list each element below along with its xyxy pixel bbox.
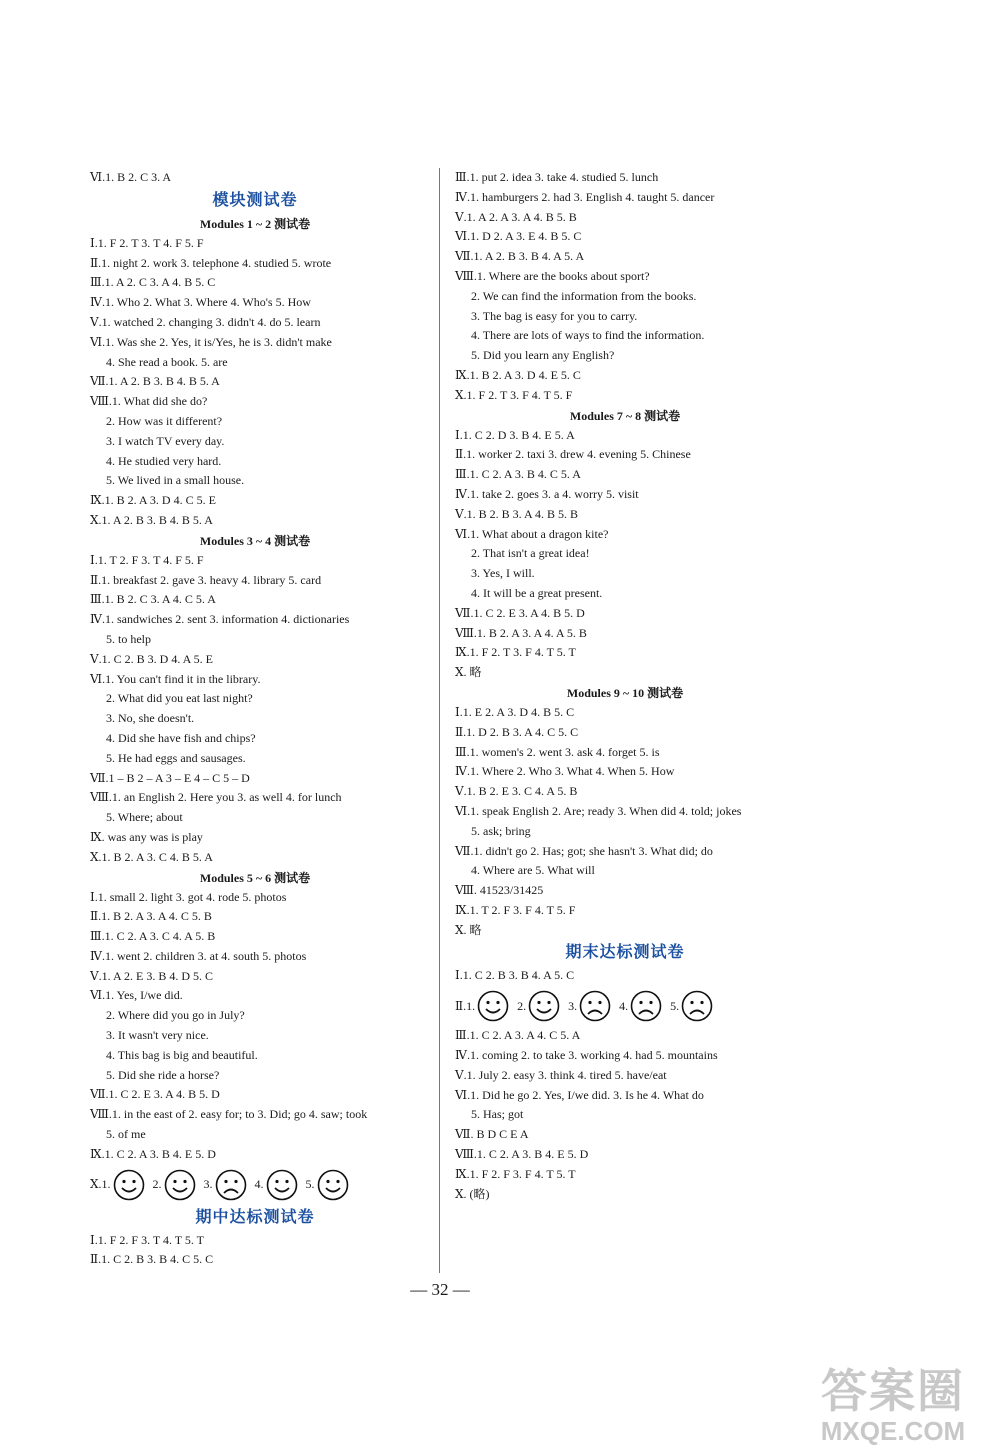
page-number: — 32 — <box>410 1280 470 1299</box>
subsection-title: Modules 9 ~ 10 测试卷 <box>566 685 684 700</box>
face-number: 3. <box>568 998 578 1013</box>
answer-line: 5. Did she ride a horse? <box>106 1067 220 1082</box>
watermark-line2: MXQE.COM <box>820 1416 966 1446</box>
answer-line: Ⅲ.1. C 2. A 3. A 4. C 5. A <box>455 1028 581 1043</box>
sad-face-icon <box>681 990 713 1022</box>
answer-line: Ⅲ.1. C 2. A 3. C 4. A 5. B <box>90 929 216 944</box>
face-number: 5. <box>305 1177 315 1192</box>
answer-line: 3. The bag is easy for you to carry. <box>471 308 638 323</box>
answer-line: 4. This bag is big and beautiful. <box>106 1047 258 1062</box>
answer-line: 4. There are lots of ways to find the information. <box>471 328 705 343</box>
answer-line: Ⅳ.1. take 2. goes 3. a 4. worry 5. visit <box>455 486 639 501</box>
answer-line: Ⅳ.1. hamburgers 2. had 3. English 4. taught 5. dancer <box>455 189 715 204</box>
watermark-line1: 答案圈 <box>821 1365 965 1417</box>
section-title: 期末达标测试卷 <box>565 944 685 962</box>
face-answer <box>102 1169 145 1201</box>
answer-line: Ⅱ.1. worker 2. taxi 3. drew 4. evening 5. Chinese <box>455 447 691 462</box>
answer-line: 2. What did you eat last night? <box>106 691 253 706</box>
answer-line: Ⅴ.1. watched 2. changing 3. didn't 4. do 5. learn <box>90 314 321 329</box>
answer-line: Ⅰ.1. F 2. F 3. T 4. T 5. T <box>90 1232 204 1247</box>
sad-face-icon <box>630 990 662 1022</box>
face-answer <box>153 1169 196 1201</box>
answer-line: 2. That isn't a great idea! <box>471 546 590 561</box>
answer-line: Ⅵ.1. Was she 2. Yes, it is/Yes, he is 3. didn't make <box>90 334 332 349</box>
answer-line: Ⅹ. 略 <box>455 665 482 680</box>
answer-line: Ⅱ.1. C 2. B 3. B 4. C 5. C <box>90 1252 214 1267</box>
face-number: 2. <box>517 998 527 1013</box>
answer-line: 5. ask; bring <box>471 823 531 838</box>
answer-line: Ⅶ.1. C 2. E 3. A 4. B 5. D <box>90 1087 220 1102</box>
answer-line: 4. He studied very hard. <box>106 453 222 468</box>
answer-line: Ⅰ.1. C 2. B 3. B 4. A 5. C <box>455 968 575 983</box>
face-answer <box>670 990 713 1022</box>
answer-line: Ⅴ.1. July 2. easy 3. think 4. tired 5. have/eat <box>455 1067 667 1082</box>
answer-line: Ⅵ.1. You can't find it in the library. <box>90 671 261 686</box>
face-number: 1. <box>101 1177 111 1192</box>
answer-line: Ⅰ.1. F 2. T 3. T 4. F 5. F <box>90 235 204 250</box>
answer-line: Ⅸ.1. T 2. F 3. F 4. T 5. F <box>455 902 576 917</box>
answer-line: 5. We lived in a small house. <box>106 473 245 488</box>
answer-line: Ⅰ.1. small 2. light 3. got 4. rode 5. photos <box>90 889 287 904</box>
answer-line: Ⅹ.1. B 2. A 3. C 4. B 5. A <box>90 849 213 864</box>
answer-line: Ⅳ.1. Who 2. What 3. Where 4. Who's 5. How <box>90 295 311 310</box>
answer-line: Ⅶ.1. A 2. B 3. B 4. A 5. A <box>455 249 585 264</box>
answer-line: Ⅹ.1. F 2. T 3. F 4. T 5. F <box>455 387 573 402</box>
answer-line: Ⅹ. (略) <box>455 1186 490 1201</box>
smiley-face-icon <box>164 1169 196 1201</box>
subsection-title: Modules 1 ~ 2 测试卷 <box>199 216 311 231</box>
answer-line: Ⅷ.1. in the east of 2. easy for; to 3. Did; go 4. saw; took <box>90 1107 368 1122</box>
answer-line: Ⅱ.1. D 2. B 3. A 4. C 5. C <box>455 724 579 739</box>
answer-line: Ⅶ.1. A 2. B 3. B 4. B 5. A <box>90 374 220 389</box>
answer-line: 4. Where are 5. What will <box>471 863 595 878</box>
subsection-title: Modules 5 ~ 6 测试卷 <box>199 870 311 885</box>
face-number: 4. <box>254 1177 264 1192</box>
answer-line: Ⅵ.1. speak English 2. Are; ready 3. When did 4. told; jokes <box>455 803 742 818</box>
sad-face-icon <box>579 990 611 1022</box>
right-column <box>455 168 795 1204</box>
answer-line: 3. No, she doesn't. <box>106 711 195 726</box>
answer-line: Ⅸ.1. B 2. A 3. D 4. E 5. C <box>455 367 581 382</box>
face-answer <box>204 1169 247 1201</box>
watermark-logo <box>808 1365 978 1445</box>
answer-line: 2. How was it different? <box>106 413 223 428</box>
answer-line: 2. Where did you go in July? <box>106 1008 245 1023</box>
face-answer <box>306 1169 349 1201</box>
answer-line: Ⅲ.1. A 2. C 3. A 4. B 5. C <box>90 275 216 290</box>
answer-line: 3. Yes, I will. <box>471 566 535 581</box>
answer-line: 3. It wasn't very nice. <box>106 1028 209 1043</box>
answer-line: Ⅲ.1. women's 2. went 3. ask 4. forget 5. is <box>455 744 660 759</box>
answer-line: 2. We can find the information from the books. <box>471 288 697 303</box>
answer-line: Ⅴ.1. A 2. A 3. A 4. B 5. B <box>455 209 577 224</box>
face-answer <box>619 990 662 1022</box>
face-number: 1. <box>466 998 476 1013</box>
answer-line: Ⅰ.1. E 2. A 3. D 4. B 5. C <box>455 704 575 719</box>
face-answer-row <box>455 986 795 1026</box>
answer-line: 4. Did she have fish and chips? <box>106 730 256 745</box>
answer-line: Ⅷ.1. C 2. A 3. B 4. E 5. D <box>455 1147 589 1162</box>
answer-line: Ⅹ.1. A 2. B 3. B 4. B 5. A <box>90 512 213 527</box>
answer-line: 5. to help <box>106 631 151 646</box>
question-number: Ⅹ. <box>90 1177 102 1192</box>
answer-line: Ⅵ.1. D 2. A 3. E 4. B 5. C <box>455 229 582 244</box>
smiley-face-icon <box>266 1169 298 1201</box>
smiley-face-icon <box>317 1169 349 1201</box>
answer-line: Ⅰ.1. T 2. F 3. T 4. F 5. F <box>90 552 204 567</box>
answer-line: 3. I watch TV every day. <box>106 433 225 448</box>
answer-line: Ⅷ.1. What did she do? <box>90 394 208 409</box>
sad-face-icon <box>215 1169 247 1201</box>
answer-line: Ⅲ.1. C 2. A 3. B 4. C 5. A <box>455 467 581 482</box>
face-answer <box>568 990 611 1022</box>
answer-line: Ⅵ.1. Yes, I/we did. <box>90 988 183 1003</box>
answer-line: Ⅸ.1. C 2. A 3. B 4. E 5. D <box>90 1146 216 1161</box>
answer-line: 5. Where; about <box>106 810 183 825</box>
face-answer <box>517 990 560 1022</box>
answer-line: 5. of me <box>106 1127 146 1142</box>
answer-line: Ⅱ.1. night 2. work 3. telephone 4. studied 5. wrote <box>90 255 332 270</box>
answer-line: Ⅶ. B D C E A <box>455 1127 529 1142</box>
face-number: 4. <box>619 998 629 1013</box>
answer-line: Ⅲ.1. B 2. C 3. A 4. C 5. A <box>90 592 216 607</box>
answer-line: Ⅴ.1. C 2. B 3. D 4. A 5. E <box>90 651 214 666</box>
answer-line: Ⅱ.1. B 2. A 3. A 4. C 5. B <box>90 909 212 924</box>
question-number: Ⅱ. <box>455 998 467 1013</box>
answer-line: Ⅵ.1. Did he go 2. Yes, I/we did. 3. Is he 4. What do <box>455 1087 704 1102</box>
answer-line: 5. Did you learn any English? <box>471 348 615 363</box>
answer-line: 5. He had eggs and sausages. <box>106 750 246 765</box>
face-number: 5. <box>670 998 680 1013</box>
answer-line: Ⅷ.1. B 2. A 3. A 4. A 5. B <box>455 625 587 640</box>
answer-line: Ⅶ.1. C 2. E 3. A 4. B 5. D <box>455 605 585 620</box>
answer-line: Ⅵ.1. What about a dragon kite? <box>455 526 609 541</box>
face-answer-row <box>90 1165 420 1205</box>
answer-line: 5. Has; got <box>471 1107 524 1122</box>
answer-line: Ⅵ.1. B 2. C 3. A <box>90 170 172 184</box>
answer-line: Ⅰ.1. C 2. D 3. B 4. E 5. A <box>455 427 575 442</box>
answer-line: Ⅷ.1. Where are the books about sport? <box>455 268 650 283</box>
face-number: 2. <box>152 1177 162 1192</box>
left-column <box>90 168 420 1270</box>
answer-line: Ⅷ.1. an English 2. Here you 3. as well 4. for lunch <box>90 790 342 805</box>
answer-line: Ⅷ. 41523/31425 <box>455 883 544 898</box>
smiley-face-icon <box>477 990 509 1022</box>
answer-line: Ⅲ.1. put 2. idea 3. take 4. studied 5. lunch <box>455 170 659 184</box>
answer-line: Ⅶ.1. didn't go 2. Has; got; she hasn't 3. What did; do <box>455 843 713 858</box>
face-number: 3. <box>203 1177 213 1192</box>
answer-line: 4. It will be a great present. <box>471 585 603 600</box>
answer-line: Ⅴ.1. B 2. E 3. C 4. A 5. B <box>455 784 578 799</box>
answer-line: Ⅶ.1 – B 2 – A 3 – E 4 – C 5 – D <box>90 770 250 785</box>
answer-line: Ⅳ.1. coming 2. to take 3. working 4. had 5. mountains <box>455 1048 718 1063</box>
answer-line: 4. She read a book. 5. are <box>106 354 228 369</box>
answer-line: Ⅸ.1. B 2. A 3. D 4. C 5. E <box>90 493 216 508</box>
section-title: 模块测试卷 <box>212 191 298 209</box>
section-title: 期中达标测试卷 <box>195 1208 315 1226</box>
answer-line: Ⅴ.1. A 2. E 3. B 4. D 5. C <box>90 968 214 983</box>
answer-line: Ⅹ. 略 <box>455 922 482 937</box>
subsection-title: Modules 3 ~ 4 测试卷 <box>199 533 311 548</box>
answer-line: Ⅸ. was any was is play <box>90 829 203 844</box>
face-answer <box>255 1169 298 1201</box>
subsection-title: Modules 7 ~ 8 测试卷 <box>569 408 681 423</box>
answer-line: Ⅳ.1. sandwiches 2. sent 3. information 4. dictionaries <box>90 612 350 627</box>
column-divider <box>439 168 440 1273</box>
answer-line: Ⅸ.1. F 2. T 3. F 4. T 5. T <box>455 645 576 660</box>
answer-line: Ⅸ.1. F 2. F 3. F 4. T 5. T <box>455 1166 576 1181</box>
answer-line: Ⅴ.1. B 2. B 3. A 4. B 5. B <box>455 506 579 521</box>
smiley-face-icon <box>113 1169 145 1201</box>
answer-line: Ⅳ.1. Where 2. Who 3. What 4. When 5. How <box>455 764 675 779</box>
answer-line: Ⅳ.1. went 2. children 3. at 4. south 5. photos <box>90 948 307 963</box>
answer-line: Ⅱ.1. breakfast 2. gave 3. heavy 4. library 5. card <box>90 572 322 587</box>
face-answer <box>466 990 509 1022</box>
smiley-face-icon <box>528 990 560 1022</box>
